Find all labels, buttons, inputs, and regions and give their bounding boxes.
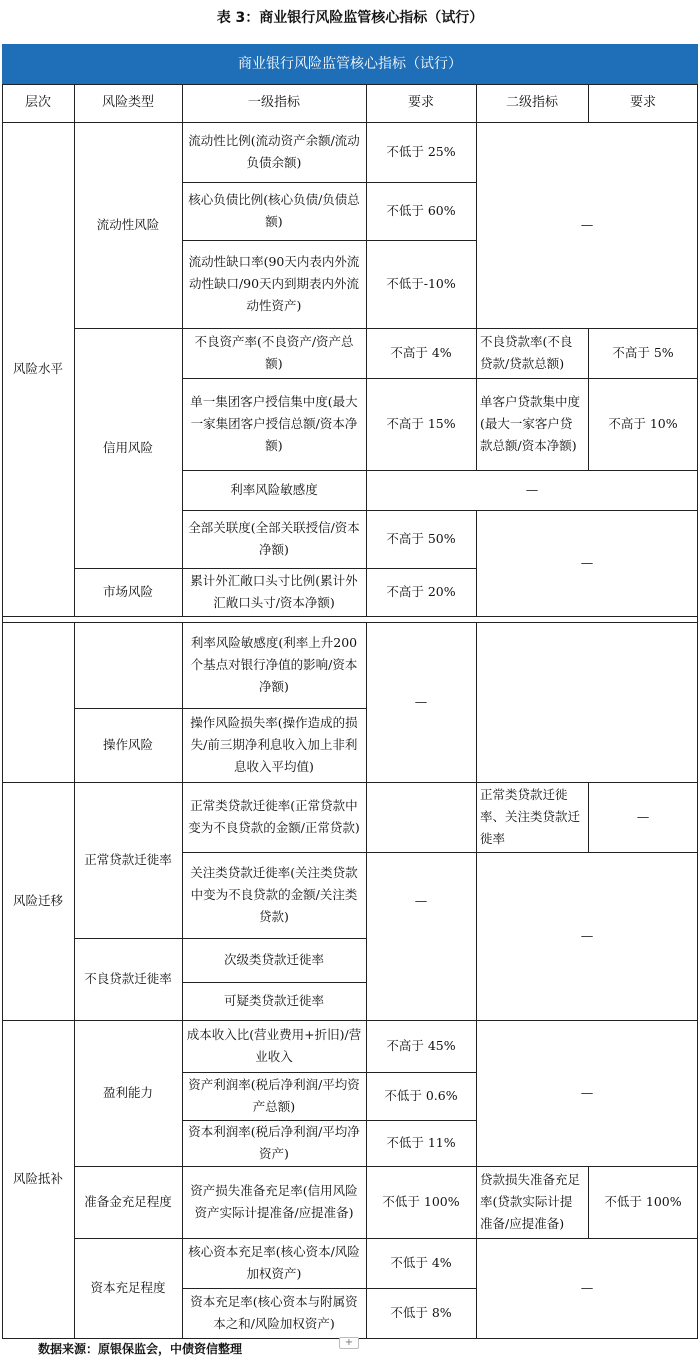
grid-line [182, 470, 698, 471]
expand-plus-icon[interactable]: + [339, 1337, 359, 1349]
type-liquidity: 流动性风险 [96, 217, 160, 232]
indicator-core-capital-ratio: 核心资本充足率(核心资本/风险加权资产) [188, 1244, 360, 1281]
grid-line [588, 328, 589, 470]
indicator-capital-ratio: 资本充足率(核心资本与附属资本之和/风险加权资产) [190, 1294, 358, 1331]
grid-line [476, 622, 477, 1338]
grid-line [2, 84, 698, 85]
grid-line [182, 84, 183, 616]
grid-line [74, 1166, 698, 1167]
secondary-npl-loan-ratio: 不良贷款率(不良贷款/贷款总额) [480, 334, 573, 371]
secondary-dash: — [580, 217, 594, 232]
requirement-roe: 不低于 11% [386, 1135, 456, 1150]
secondary-req-npl-loan: 不高于 5% [612, 345, 674, 360]
grid-line [366, 622, 367, 1338]
type-npl-migration: 不良贷款迁徙率 [84, 971, 172, 986]
grid-line [366, 84, 367, 616]
type-market: 市场风险 [102, 584, 153, 599]
grid-line [182, 378, 698, 379]
grid-line [74, 938, 366, 939]
grid-line [74, 84, 75, 616]
table-banner: 商业银行风险监管核心指标（试行） [2, 44, 698, 84]
indicator-group-concentration: 单一集团客户授信集中度(最大一家集团客户授信总额/资本净额) [190, 394, 358, 453]
type-reserve-adequacy: 准备金充足程度 [84, 1194, 172, 1209]
indicator-substandard-migration: 次级类贷款迁徙率 [223, 952, 324, 967]
secondary-single-client: 单客户贷款集中度(最大一家客户贷款总额/资本净额) [480, 394, 581, 453]
grid-line [182, 182, 476, 183]
indicator-normal-loan-migration: 正常类贷款迁徙率(正常贷款中变为不良贷款的金额/正常贷款) [188, 798, 360, 835]
type-normal-migration: 正常贷款迁徙率 [84, 852, 172, 867]
requirement-asset-loss-provision: 不低于 100% [382, 1194, 460, 1209]
grid-line [182, 240, 476, 241]
grid-line [588, 782, 589, 852]
indicator-liquidity-ratio: 流动性比例(流动资产余额/流动负债余额) [188, 133, 360, 170]
grid-line [2, 782, 698, 783]
requirement-related-party: 不高于 50% [386, 531, 456, 546]
grid-line [2, 1020, 698, 1021]
secondary-dash: — [580, 1280, 594, 1295]
level-risk-migration: 风险迁移 [12, 893, 63, 908]
type-operation: 操作风险 [102, 737, 153, 752]
grid-line [182, 1120, 476, 1121]
requirement-cost-income: 不高于 45% [386, 1038, 456, 1053]
secondary-req-single-client: 不高于 10% [608, 416, 678, 431]
type-credit: 信用风险 [102, 440, 153, 455]
grid-line [182, 510, 698, 511]
header-secondary-requirement: 要求 [629, 95, 656, 110]
header-level: 层次 [24, 95, 51, 110]
grid-line [182, 852, 698, 853]
indicator-interest-rate-sensitivity: 利率风险敏感度 [230, 482, 318, 497]
level-risk-level: 风险水平 [12, 361, 63, 376]
table-caption: 表 3：商业银行风险监管核心指标（试行） [216, 10, 484, 26]
requirement-dash: — [414, 893, 428, 908]
indicator-doubtful-migration: 可疑类贷款迁徙率 [223, 993, 324, 1008]
type-profitability: 盈利能力 [102, 1085, 153, 1100]
indicator-liquidity-gap-ratio: 流动性缺口率(90天内表内外流动性缺口/90天内到期表内外流动性资产) [188, 254, 360, 313]
secondary-dash: — [636, 809, 650, 824]
grid-line [476, 84, 477, 470]
grid-line [182, 982, 366, 983]
requirement-dash: — [525, 482, 539, 497]
grid-line [2, 616, 698, 617]
grid-line [588, 84, 589, 122]
indicator-rate-sensitivity-200bp: 利率风险敏感度(利率上升200个基点对银行净值的影响/资本净额) [190, 635, 358, 694]
grid-line [697, 84, 698, 1338]
level-risk-offset: 风险抵补 [12, 1171, 63, 1186]
indicator-core-liability-ratio: 核心负债比例(核心负债/负债总额) [188, 192, 360, 229]
grid-line [2, 84, 3, 1338]
requirement-liquidity-ratio: 不低于 25% [386, 144, 456, 159]
grid-line [182, 1288, 476, 1289]
grid-line [74, 328, 698, 329]
indicator-asset-loss-provision: 资产损失准备充足率(信用风险资产实际计提准备/应提准备) [190, 1183, 358, 1220]
header-requirement: 要求 [407, 95, 434, 110]
indicator-roe: 资本利润率(税后净利润/平均净资产) [188, 1124, 360, 1161]
requirement-fx-exposure: 不高于 20% [386, 584, 456, 599]
grid-line [476, 510, 477, 616]
grid-line [2, 122, 698, 123]
requirement-group-concentration: 不高于 15% [386, 416, 456, 431]
indicator-special-mention-migration: 关注类贷款迁徙率(关注类贷款中变为不良贷款的金额/关注类贷款) [190, 865, 358, 924]
data-source-note: 数据来源：原银保监会，中债资信整理 [38, 1342, 243, 1356]
indicator-related-party: 全部关联度(全部关联授信/资本净额) [188, 520, 360, 557]
grid-line [74, 1238, 698, 1239]
header-risk-type: 风险类型 [101, 95, 154, 110]
requirement-roa: 不低于 0.6% [384, 1088, 458, 1103]
secondary-loan-loss-provision: 贷款损失准备充足率(贷款实际计提准备/应提准备) [480, 1172, 581, 1231]
grid-line [74, 568, 476, 569]
grid-line [588, 1166, 589, 1238]
indicator-cost-income: 成本收入比(营业费用+折旧)/营业收入 [186, 1027, 362, 1064]
grid-line [182, 622, 183, 1338]
requirement-core-liability: 不低于 60% [386, 203, 456, 218]
indicator-fx-exposure: 累计外汇敞口头寸比例(累计外汇敞口头寸/资本净额) [190, 573, 358, 610]
secondary-migration: 正常类贷款迁徙率、关注类贷款迁徙率 [480, 787, 581, 846]
secondary-dash: — [580, 555, 594, 570]
header-primary-indicator: 一级指标 [247, 95, 300, 110]
grid-line [74, 708, 366, 709]
requirement-dash: — [414, 694, 428, 709]
type-capital-adequacy: 资本充足程度 [90, 1280, 166, 1295]
indicator-operational-loss: 操作风险损失率(操作造成的损失/前三期净利息收入加上非利息收入平均值) [190, 715, 358, 774]
header-secondary-indicator: 二级指标 [505, 95, 558, 110]
grid-line [182, 1072, 476, 1073]
requirement-liquidity-gap: 不低于-10% [386, 276, 456, 291]
requirement-npa: 不高于 4% [390, 345, 452, 360]
secondary-dash: — [580, 1085, 594, 1100]
indicator-npa-ratio: 不良资产率(不良资产/资产总额) [194, 334, 354, 371]
grid-line [2, 622, 698, 623]
grid-line [74, 622, 75, 1338]
secondary-dash: — [580, 928, 594, 943]
secondary-req-loan-loss: 不低于 100% [604, 1194, 682, 1209]
requirement-capital: 不低于 8% [390, 1305, 452, 1320]
requirement-core-capital: 不低于 4% [390, 1255, 452, 1270]
indicator-roa: 资产利润率(税后净利润/平均资产总额) [188, 1077, 360, 1114]
